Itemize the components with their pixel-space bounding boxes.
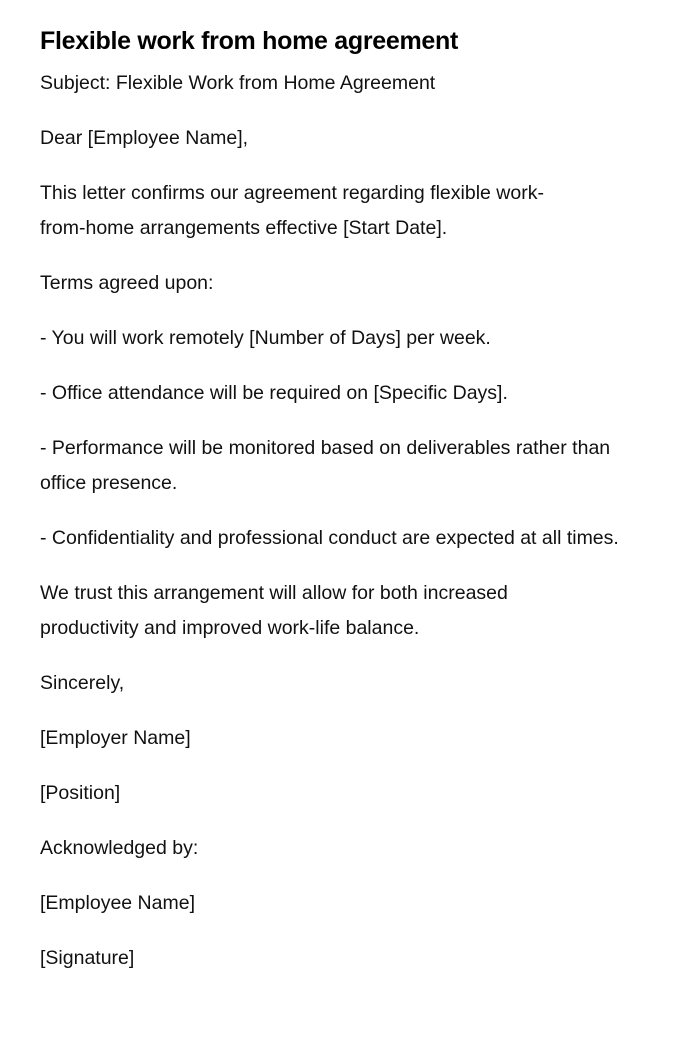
sign-off: Sincerely, — [40, 672, 125, 694]
intro-paragraph: This letter confirms our agreement regarding flexible work-from-home arrangements effective [Start Date]. — [40, 182, 544, 239]
signature: [Signature] — [40, 947, 135, 969]
document-title: Flexible work from home agreement — [40, 27, 458, 55]
closing-paragraph: We trust this arrangement will allow for both increased productivity and improved work-life balance. — [40, 582, 508, 639]
term-office-days: - Office attendance will be required on [Specific Days]. — [40, 382, 508, 404]
subject-line: Subject: Flexible Work from Home Agreement — [40, 72, 436, 94]
acknowledged-label: Acknowledged by: — [40, 837, 199, 859]
term-performance: - Performance will be monitored based on deliverables rather than office presence. — [40, 437, 611, 494]
position: [Position] — [40, 782, 121, 804]
term-remote-days: - You will work remotely [Number of Days] per week. — [40, 327, 491, 349]
terms-heading: Terms agreed upon: — [40, 272, 214, 294]
term-confidentiality: - Confidentiality and professional conduct are expected at all times. — [40, 527, 619, 549]
employer-name: [Employer Name] — [40, 727, 191, 749]
employee-name: [Employee Name] — [40, 892, 195, 914]
salutation: Dear [Employee Name], — [40, 127, 249, 149]
